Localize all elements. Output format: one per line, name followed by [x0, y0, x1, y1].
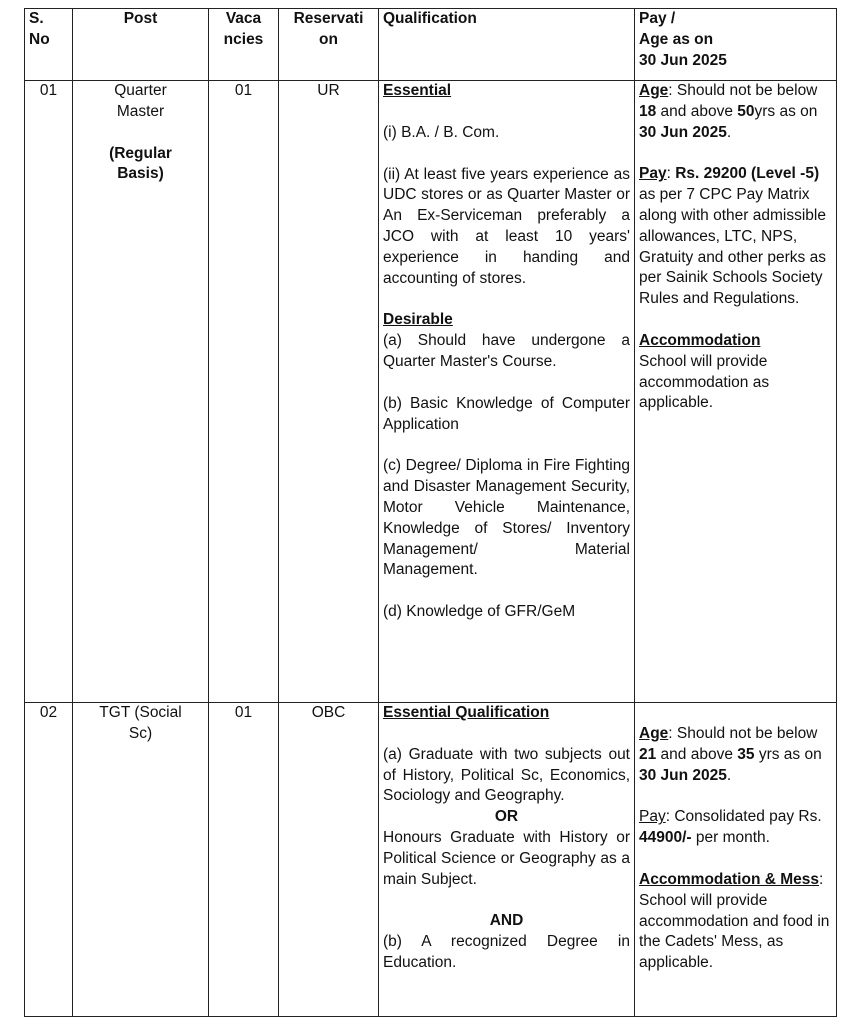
row2-essential-heading: Essential Qualification: [383, 704, 550, 721]
row1-reservation: UR: [279, 81, 379, 703]
row1-accommodation-text: School will provide accommodation as applicable.: [639, 352, 770, 412]
row1-desirable-item: (b) Basic Knowledge of Computer Application: [383, 394, 630, 433]
header-pay-line3: 30 Jun 2025: [639, 51, 727, 69]
header-post: Post: [73, 9, 209, 81]
row2-pay: [639, 807, 832, 849]
row2-age-max: 35: [737, 745, 755, 763]
row1-age-text: and above: [656, 102, 738, 120]
row1-post-name: Quarter Master: [114, 82, 167, 120]
row1-desirable-item: (a) Should have undergone a Quarter Master's Course.: [383, 332, 630, 370]
header-pay-line1: Pay /: [639, 10, 676, 27]
row1-desirable-item: (c) Degree/ Diploma in Fire Fighting and Disaster Management Security, Motor Vehicle Maintenance, Knowledge of Stores/ Inventory Management/ Material Management.: [383, 457, 630, 579]
header-pay-line2: Age as on: [639, 30, 714, 48]
header-pay-age: [635, 9, 837, 81]
row2-accommodation-label: Accommodation & Mess: [639, 870, 820, 888]
row2-age-date: 30 Jun 2025: [639, 766, 727, 784]
row1-age-label: Age: [639, 82, 669, 99]
row1-age-text: .: [726, 123, 732, 141]
row1-essential-heading: Essential: [383, 82, 452, 99]
row2-age-min: 21: [639, 745, 657, 763]
row2-age-text: yrs as on: [754, 745, 822, 763]
row1-pay-age: [635, 81, 837, 703]
vacancy-table: [24, 8, 837, 1017]
row1-accommodation-label: Accommodation: [639, 331, 761, 349]
row1-essential-item: (i) B.A. / B. Com.: [383, 123, 500, 141]
row2-accommodation-sep: :: [819, 870, 824, 888]
row1-pay: [639, 164, 832, 310]
row1-desirable-item: (d) Knowledge of GFR/GeM: [383, 603, 576, 621]
row2-accommodation: [639, 870, 832, 891]
row1-qualification: [379, 81, 635, 703]
row2-vacancies: 01: [209, 703, 279, 1017]
header-vacancies: Vaca ncies: [209, 9, 279, 81]
row2-pay-age: [635, 703, 837, 1017]
row2-age-text: and above: [656, 745, 738, 763]
row1-age: [639, 81, 832, 143]
table-row: [25, 703, 837, 1017]
row2-or: OR: [494, 808, 519, 826]
row2-and: AND: [489, 912, 524, 930]
row1-pay-text: :: [666, 165, 676, 183]
table-row: [25, 81, 837, 703]
row1-pay-text: as per 7 CPC Pay Matrix along with other admissible allowances, LTC, NPS, Gratuity and other perks as per Sainik Schools Society Rules and Regulations.: [639, 186, 826, 308]
row1-pay-label: Pay: [639, 165, 667, 183]
row1-sno: 01: [25, 81, 73, 703]
row2-age-text: .: [726, 766, 732, 784]
header-row: [25, 9, 837, 81]
row2-accommodation-text: School will provide accommodation and food in the Cadets' Mess, as applicable.: [639, 891, 830, 972]
row2-pay-text: : Consolidated pay Rs.: [665, 808, 822, 826]
row1-age-date: 30 Jun 2025: [639, 123, 727, 141]
row2-pay-text: per month.: [691, 829, 770, 847]
row2-age-text: : Should not be below: [668, 725, 818, 742]
row1-desirable-heading: Desirable: [383, 311, 453, 329]
row1-age-text: yrs as on: [754, 102, 818, 120]
row1-vacancies: 01: [209, 81, 279, 703]
row2-sno: 02: [25, 703, 73, 1017]
row1-post-basis: (Regular Basis): [109, 144, 172, 183]
header-qualification: Qualification: [379, 9, 635, 81]
header-reservation: Reservati on: [279, 9, 379, 81]
row1-age-min: 18: [639, 102, 657, 120]
row2-qualification: [379, 703, 635, 1017]
row2-essential-a: (a) Graduate with two subjects out of History, Political Sc, Economics, Sociology and Geography.: [383, 745, 630, 805]
row2-essential-alt: Honours Graduate with History or Political Science or Geography as a main Subject.: [383, 828, 630, 888]
header-sno: S. No: [25, 9, 73, 81]
row2-essential-b: (b) A recognized Degree in Education.: [383, 933, 630, 971]
row1-post: [73, 81, 209, 703]
row2-post: TGT (Social Sc): [73, 703, 209, 1017]
row2-pay-amount: 44900/-: [639, 829, 692, 847]
row2-pay-label: Pay: [639, 808, 666, 826]
row1-age-text: : Should not be below: [668, 82, 818, 99]
row2-reservation: OBC: [279, 703, 379, 1017]
row2-age: [639, 724, 832, 786]
row1-age-max: 50: [737, 102, 755, 120]
row1-essential-item: (ii) At least five years experience as UDC stores or as Quarter Master or An Ex-Serviceman preferably a JCO with at least 10 years' experience in handing and accounting of stores.: [383, 165, 630, 287]
row2-age-label: Age: [639, 725, 669, 742]
row1-pay-amount: Rs. 29200 (Level -5): [675, 165, 820, 183]
